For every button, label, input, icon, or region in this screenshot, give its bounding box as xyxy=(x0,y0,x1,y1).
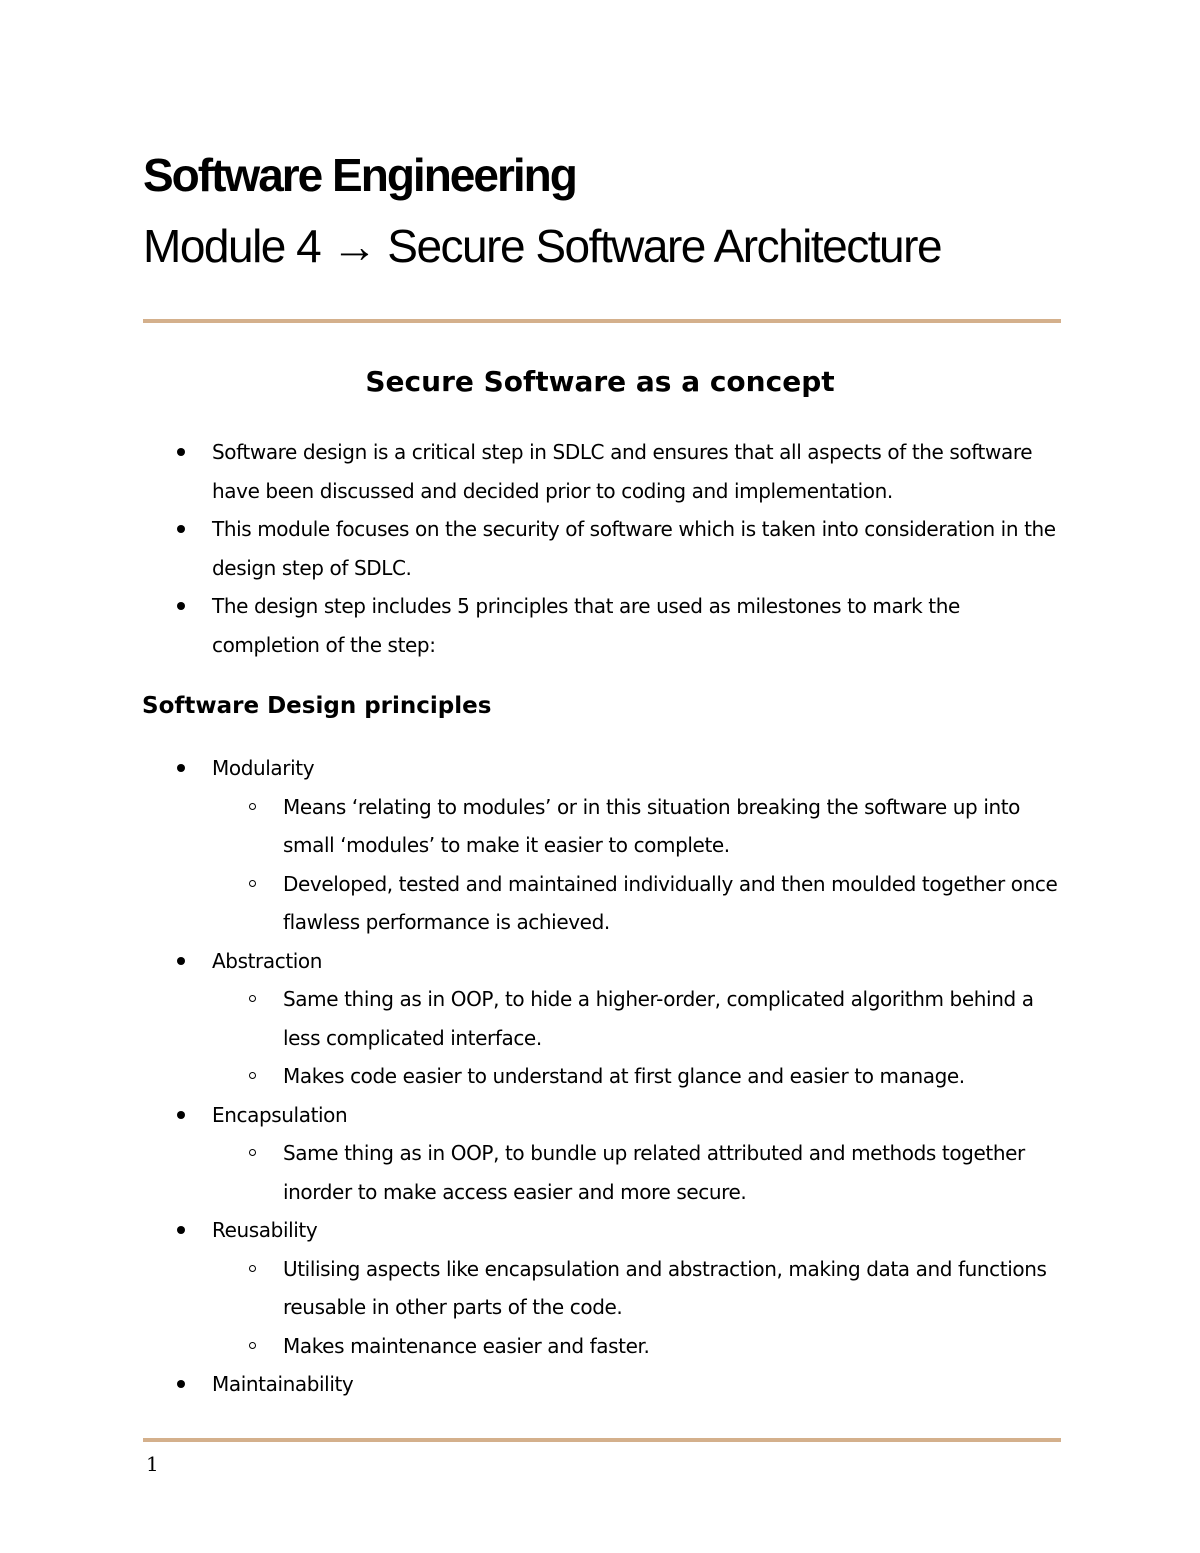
principle-modularity xyxy=(0,749,1100,788)
list-item-text: Same thing as in OOP, to bundle up related attributed and methods together inorder to make access easier and more secure. xyxy=(283,1141,1025,1204)
principle-encapsulation xyxy=(0,1096,1100,1135)
list-item xyxy=(0,980,1100,1057)
list-item xyxy=(0,433,1100,510)
list-item-text: The design step includes 5 principles that are used as milestones to mark the completion of the step: xyxy=(212,594,960,657)
principle-abstraction xyxy=(0,942,1100,981)
header-divider xyxy=(143,319,1061,323)
list-item xyxy=(0,1327,1100,1366)
footer-divider xyxy=(143,1438,1061,1442)
principles-heading: Software Design principles xyxy=(142,693,492,719)
list-item-text: Makes maintenance easier and faster. xyxy=(283,1333,650,1358)
list-item xyxy=(0,1250,1100,1327)
page-number: 1 xyxy=(146,1452,159,1476)
list-item-text: Developed, tested and maintained individually and then moulded together once flawless performance is achieved. xyxy=(283,871,1058,934)
list-item xyxy=(0,587,1100,664)
concept-bullet-list xyxy=(0,433,1100,664)
principle-label: Reusability xyxy=(212,1218,318,1242)
principles-list xyxy=(0,749,1100,1404)
section-heading: Secure Software as a concept xyxy=(365,365,835,398)
list-item-text: Same thing as in OOP, to hide a higher-order, complicated algorithm behind a less complicated interface. xyxy=(283,987,1034,1050)
principle-label: Maintainability xyxy=(212,1372,354,1396)
list-item xyxy=(0,1134,1100,1211)
list-item-text: Software design is a critical step in SDLC and ensures that all aspects of the software have been discussed and decided prior to coding and implementation. xyxy=(212,440,1033,503)
list-item-text: This module focuses on the security of software which is taken into consideration in the design step of SDLC. xyxy=(212,517,1056,580)
principle-label: Abstraction xyxy=(212,948,323,973)
list-item-text: Utilising aspects like encapsulation and abstraction, making data and functions reusable in other parts of the code. xyxy=(283,1256,1047,1319)
document-title: Software Engineering xyxy=(143,149,576,201)
document-subtitle: Module 4 → Secure Software Architecture xyxy=(143,220,942,272)
principle-label: Encapsulation xyxy=(212,1102,348,1127)
principle-label: Modularity xyxy=(212,756,315,780)
list-item xyxy=(0,1057,1100,1096)
principle-maintainability xyxy=(0,1365,1100,1404)
list-item-text: Means ‘relating to modules’ or in this situation breaking the software up into small ‘modules’ to make it easier to complete. xyxy=(283,794,1021,857)
list-item-text: Makes code easier to understand at first glance and easier to manage. xyxy=(283,1064,965,1088)
list-item xyxy=(0,510,1100,587)
list-item xyxy=(0,865,1100,942)
principle-reusability xyxy=(0,1211,1100,1250)
list-item xyxy=(0,788,1100,865)
